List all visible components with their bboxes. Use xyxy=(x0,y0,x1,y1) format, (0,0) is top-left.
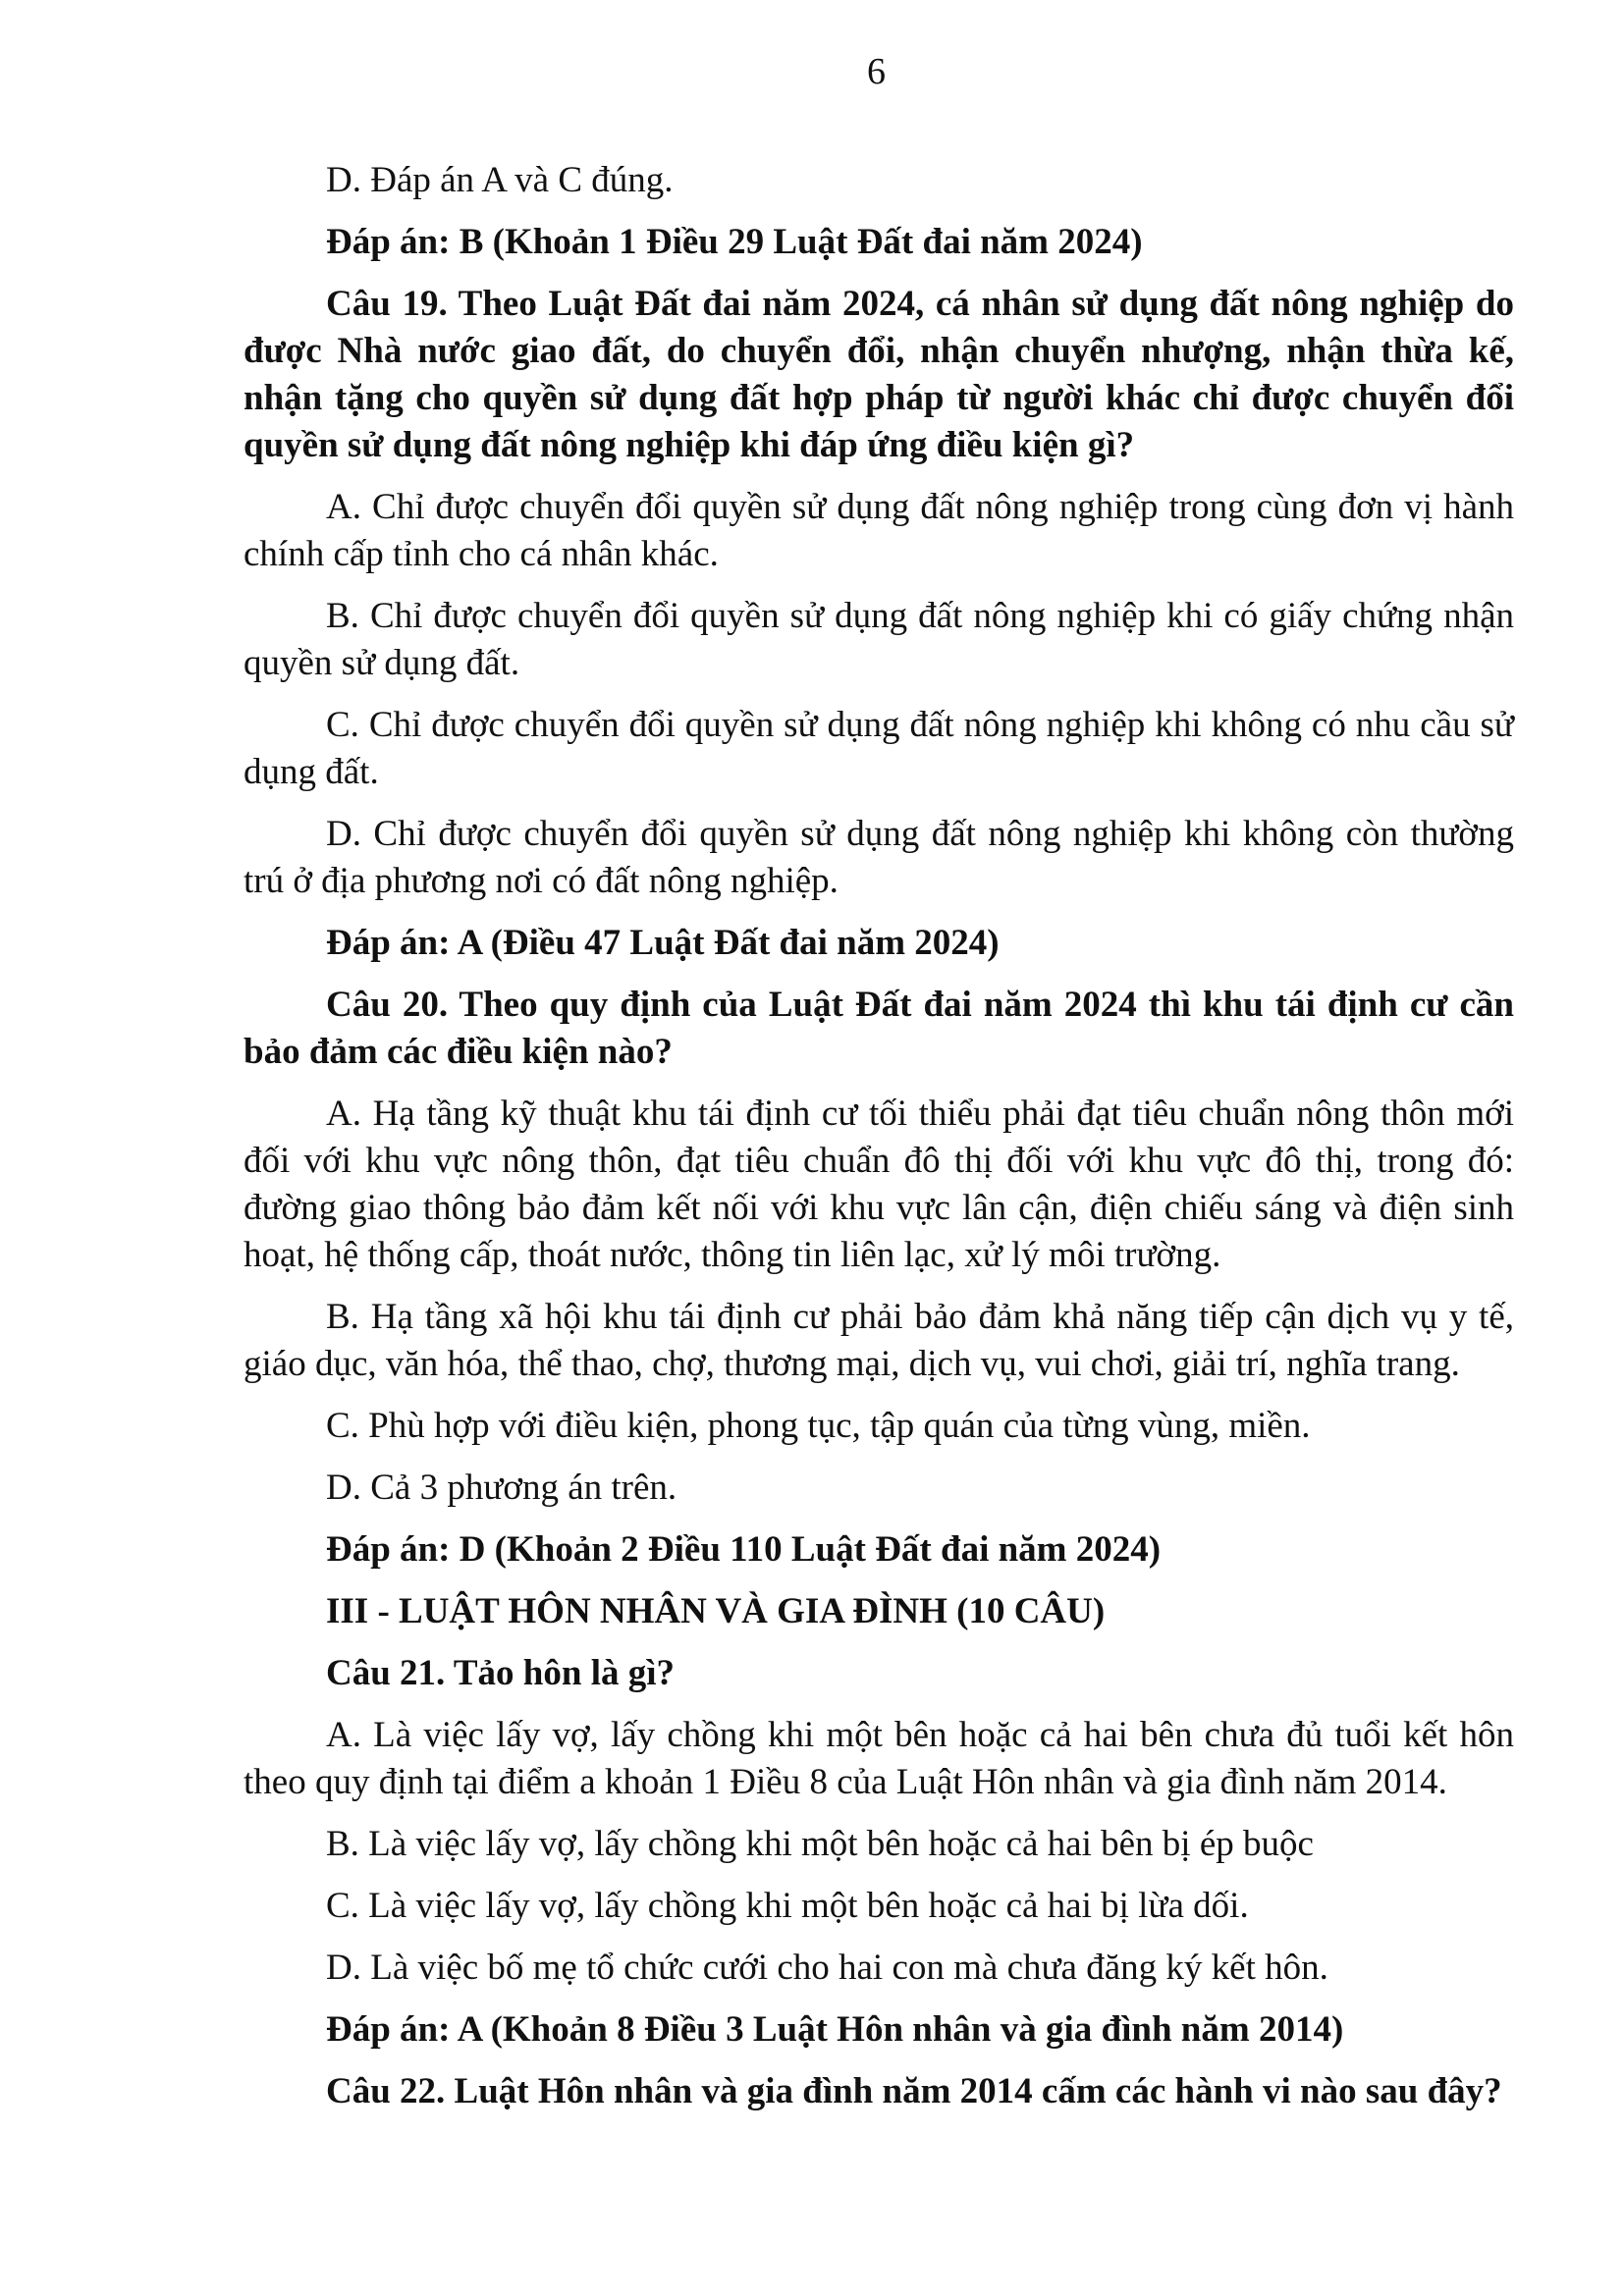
question-20-option-b: B. Hạ tầng xã hội khu tái định cư phải bảo đảm khả năng tiếp cận dịch vụ y tế, giáo dục, văn hóa, thể thao, chợ, thương mại, dịch vụ, vui chơi, giải trí, nghĩa trang. xyxy=(244,1297,1514,1384)
question-19: Câu 19. Theo Luật Đất đai năm 2024, cá nhân sử dụng đất nông nghiệp do được Nhà nước giao đất, do chuyển đổi, nhận chuyển nhượng, nhận thừa kế, nhận tặng cho quyền sử dụng đất hợp pháp từ người khác chỉ được chuyển đổi quyền sử dụng đất nông nghiệp khi đáp ứng điều kiện gì? xyxy=(244,284,1514,465)
question-21-option-b: B. Là việc lấy vợ, lấy chồng khi một bên hoặc cả hai bên bị ép buộc xyxy=(326,1824,1314,1864)
page-number: 6 xyxy=(867,51,886,92)
question-19-option-a: A. Chỉ được chuyển đổi quyền sử dụng đất nông nghiệp trong cùng đơn vị hành chính cấp tỉnh cho cá nhân khác. xyxy=(244,487,1514,574)
question-21-option-c: C. Là việc lấy vợ, lấy chồng khi một bên hoặc cả hai bị lừa dối. xyxy=(326,1886,1249,1926)
answer-question-20: Đáp án: D (Khoản 2 Điều 110 Luật Đất đai năm 2024) xyxy=(326,1529,1162,1570)
question-20-option-d: D. Cả 3 phương án trên. xyxy=(326,1468,677,1508)
option-d-previous: D. Đáp án A và C đúng. xyxy=(326,160,674,200)
question-19-option-d: D. Chỉ được chuyển đổi quyền sử dụng đất nông nghiệp khi không còn thường trú ở địa phương nơi có đất nông nghiệp. xyxy=(244,814,1514,901)
section-heading-iii: III - LUẬT HÔN NHÂN VÀ GIA ĐÌNH (10 CÂU) xyxy=(326,1591,1106,1631)
question-20-option-a: A. Hạ tầng kỹ thuật khu tái định cư tối thiểu phải đạt tiêu chuẩn nông thôn mới đối với khu vực nông thôn, đạt tiêu chuẩn đô thị đối với khu vực đô thị, trong đó: đường giao thông bảo đảm kết nối với khu vực lân cận, điện chiếu sáng và điện sinh hoạt, hệ thống cấp, thoát nước, thông tin liên lạc, xử lý môi trường. xyxy=(244,1094,1514,1275)
answer-question-19: Đáp án: A (Điều 47 Luật Đất đai năm 2024) xyxy=(326,923,1000,963)
question-21-option-a: A. Là việc lấy vợ, lấy chồng khi một bên hoặc cả hai bên chưa đủ tuổi kết hôn theo quy định tại điểm a khoản 1 Điều 8 của Luật Hôn nhân và gia đình năm 2014. xyxy=(244,1715,1514,1802)
question-20: Câu 20. Theo quy định của Luật Đất đai năm 2024 thì khu tái định cư cần bảo đảm các điều kiện nào? xyxy=(244,985,1514,1072)
question-21: Câu 21. Tảo hôn là gì? xyxy=(326,1653,676,1693)
answer-question-18: Đáp án: B (Khoản 1 Điều 29 Luật Đất đai năm 2024) xyxy=(326,222,1143,262)
question-19-option-b: B. Chỉ được chuyển đổi quyền sử dụng đất nông nghiệp khi có giấy chứng nhận quyền sử dụng đất. xyxy=(244,596,1514,683)
document-body xyxy=(244,157,1514,2130)
question-19-option-c: C. Chỉ được chuyển đổi quyền sử dụng đất nông nghiệp khi không có nhu cầu sử dụng đất. xyxy=(244,705,1514,792)
question-20-option-c: C. Phù hợp với điều kiện, phong tục, tập quán của từng vùng, miền. xyxy=(326,1406,1311,1446)
question-22: Câu 22. Luật Hôn nhân và gia đình năm 2014 cấm các hành vi nào sau đây? xyxy=(326,2071,1502,2111)
answer-question-21: Đáp án: A (Khoản 8 Điều 3 Luật Hôn nhân và gia đình năm 2014) xyxy=(326,2009,1344,2050)
question-21-option-d: D. Là việc bố mẹ tổ chức cưới cho hai con mà chưa đăng ký kết hôn. xyxy=(326,1948,1328,1988)
